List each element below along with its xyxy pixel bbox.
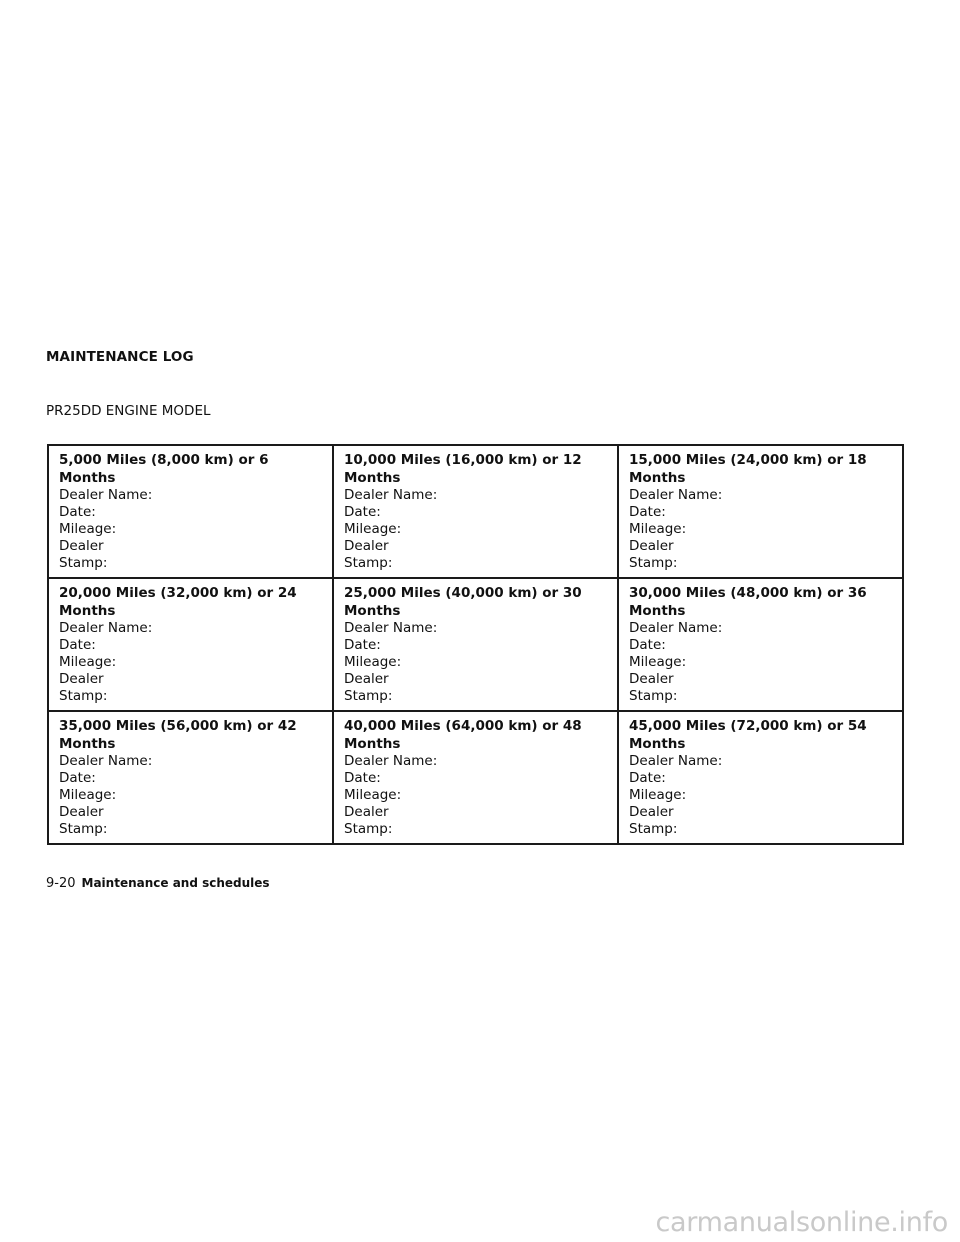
stamp-label: Stamp:: [629, 688, 678, 704]
date-label: Date:: [629, 770, 666, 786]
dealer-label: Dealer: [629, 671, 674, 687]
stamp-label: Stamp:: [344, 688, 393, 704]
maintenance-log-table: [47, 444, 904, 845]
log-cell: [333, 578, 618, 711]
dealer-name-label: Dealer Name:: [344, 487, 438, 503]
interval-title: 30,000 Miles (48,000 km) or 36: [629, 585, 867, 601]
log-cell: [618, 578, 903, 711]
interval-title-months: Months: [629, 602, 686, 619]
dealer-label: Dealer: [59, 804, 104, 820]
stamp-label: Stamp:: [59, 821, 108, 837]
interval-title: 15,000 Miles (24,000 km) or 18: [629, 452, 867, 468]
stamp-label: Stamp:: [629, 555, 678, 571]
dealer-name-label: Dealer Name:: [629, 487, 723, 503]
interval-title: 40,000 Miles (64,000 km) or 48: [344, 718, 582, 734]
dealer-name-label: Dealer Name:: [629, 620, 723, 636]
mileage-label: Mileage:: [344, 787, 402, 803]
dealer-name-label: Dealer Name:: [629, 753, 723, 769]
log-cell: [618, 445, 903, 578]
dealer-name-label: Dealer Name:: [59, 753, 153, 769]
dealer-label: Dealer: [629, 538, 674, 554]
stamp-label: Stamp:: [59, 688, 108, 704]
dealer-name-label: Dealer Name:: [344, 753, 438, 769]
interval-title-months: Months: [59, 469, 116, 486]
stamp-label: Stamp:: [344, 555, 393, 571]
date-label: Date:: [344, 637, 381, 653]
log-cell: [48, 711, 333, 844]
interval-title: 10,000 Miles (16,000 km) or 12: [344, 452, 582, 468]
interval-title-months: Months: [344, 602, 401, 619]
mileage-label: Mileage:: [59, 521, 117, 537]
dealer-label: Dealer: [629, 804, 674, 820]
date-label: Date:: [344, 504, 381, 520]
table-row: [48, 445, 903, 578]
engine-model-subtitle: PR25DD ENGINE MODEL: [46, 403, 211, 419]
log-cell: [333, 711, 618, 844]
stamp-label: Stamp:: [629, 821, 678, 837]
mileage-label: Mileage:: [629, 654, 687, 670]
date-label: Date:: [344, 770, 381, 786]
dealer-label: Dealer: [59, 538, 104, 554]
dealer-label: Dealer: [344, 671, 389, 687]
interval-title-months: Months: [344, 469, 401, 486]
page-footer: [46, 876, 270, 891]
interval-title: 45,000 Miles (72,000 km) or 54: [629, 718, 867, 734]
date-label: Date:: [59, 770, 96, 786]
section-title: MAINTENANCE LOG: [46, 349, 194, 365]
date-label: Date:: [629, 504, 666, 520]
log-cell: [48, 578, 333, 711]
interval-title-months: Months: [59, 735, 116, 752]
log-cell: [333, 445, 618, 578]
date-label: Date:: [59, 637, 96, 653]
mileage-label: Mileage:: [59, 654, 117, 670]
log-cell: [48, 445, 333, 578]
dealer-label: Dealer: [344, 538, 389, 554]
mileage-label: Mileage:: [344, 521, 402, 537]
dealer-name-label: Dealer Name:: [344, 620, 438, 636]
interval-title: 25,000 Miles (40,000 km) or 30: [344, 585, 582, 601]
interval-title-months: Months: [629, 469, 686, 486]
mileage-label: Mileage:: [59, 787, 117, 803]
dealer-name-label: Dealer Name:: [59, 487, 153, 503]
log-cell: [618, 711, 903, 844]
dealer-name-label: Dealer Name:: [59, 620, 153, 636]
stamp-label: Stamp:: [59, 555, 108, 571]
site-watermark: carmanualsonline.info: [655, 1207, 948, 1238]
mileage-label: Mileage:: [344, 654, 402, 670]
stamp-label: Stamp:: [344, 821, 393, 837]
page-number: 9-20: [46, 876, 76, 891]
interval-title-months: Months: [59, 602, 116, 619]
table-row: [48, 711, 903, 844]
dealer-label: Dealer: [59, 671, 104, 687]
interval-title-months: Months: [344, 735, 401, 752]
interval-title: 35,000 Miles (56,000 km) or 42: [59, 718, 297, 734]
mileage-label: Mileage:: [629, 787, 687, 803]
dealer-label: Dealer: [344, 804, 389, 820]
chapter-title: Maintenance and schedules: [81, 876, 270, 890]
date-label: Date:: [59, 504, 96, 520]
date-label: Date:: [629, 637, 666, 653]
interval-title: 5,000 Miles (8,000 km) or 6: [59, 452, 269, 468]
interval-title: 20,000 Miles (32,000 km) or 24: [59, 585, 297, 601]
interval-title-months: Months: [629, 735, 686, 752]
table-row: [48, 578, 903, 711]
mileage-label: Mileage:: [629, 521, 687, 537]
